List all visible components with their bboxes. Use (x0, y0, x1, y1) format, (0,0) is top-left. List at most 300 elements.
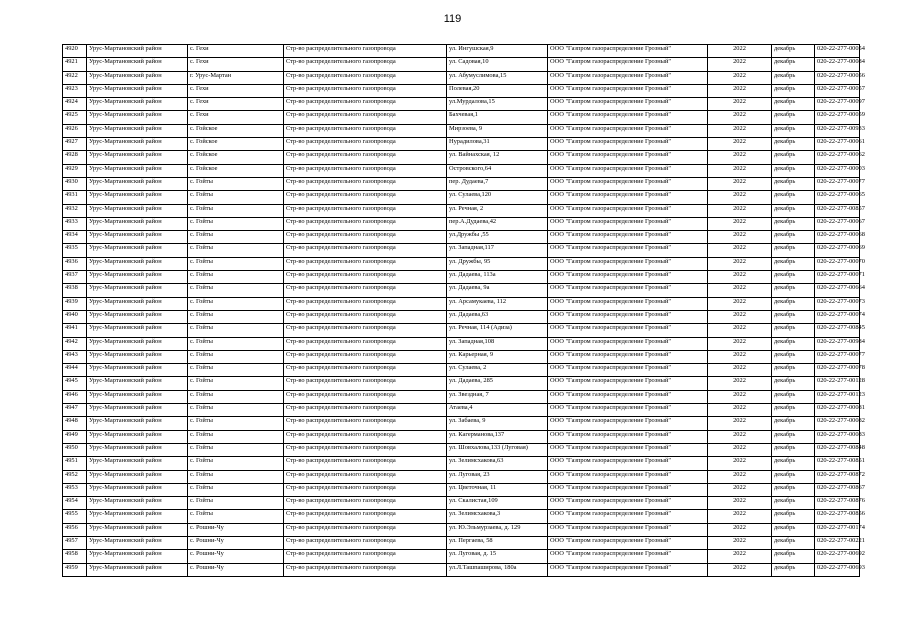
year-cell: 2022 (708, 337, 772, 350)
record-number-cell: 4950 (63, 443, 87, 456)
record-number-cell: 4928 (63, 151, 87, 164)
district-cell: Урус-Мартановский район (87, 284, 188, 297)
record-number-cell: 4937 (63, 271, 87, 284)
record-number-cell: 4956 (63, 523, 87, 536)
table-row (63, 58, 860, 71)
organization-cell: ООО "Газпром газораспределение Грозный" (548, 71, 708, 84)
year-cell: 2022 (708, 244, 772, 257)
work-description-cell: Стр-во распределительного газопровода (284, 390, 447, 403)
reference-code-cell: 020-22-277-00664 (815, 284, 860, 297)
locality-cell: с. Гойское (188, 151, 284, 164)
address-cell: ул. Луговая, д. 15 (447, 550, 548, 563)
year-cell: 2022 (708, 550, 772, 563)
organization-cell: ООО "Газпром газораспределение Грозный" (548, 457, 708, 470)
address-cell: пер. Дудаева,7 (447, 177, 548, 190)
record-number-cell: 4949 (63, 430, 87, 443)
address-cell: ул. Луговая, 23 (447, 470, 548, 483)
locality-cell: с. Рошни-Чу (188, 563, 284, 576)
district-cell: Урус-Мартановский район (87, 231, 188, 244)
reference-code-cell: 020-22-277-00876 (815, 497, 860, 510)
record-number-cell: 4957 (63, 536, 87, 549)
table-row (63, 84, 860, 97)
district-cell: Урус-Мартановский район (87, 297, 188, 310)
table-row (63, 364, 860, 377)
month-cell: декабрь (772, 138, 815, 151)
address-cell: ул. Вайнахская, 12 (447, 151, 548, 164)
locality-cell: с. Гойты (188, 510, 284, 523)
record-number-cell: 4939 (63, 297, 87, 310)
reference-code-cell: 020-22-277-00003 (815, 164, 860, 177)
year-cell: 2022 (708, 443, 772, 456)
record-number-cell: 4946 (63, 390, 87, 403)
district-cell: Урус-Мартановский район (87, 404, 188, 417)
year-cell: 2022 (708, 45, 772, 58)
address-cell: ул.Дружбы ,55 (447, 231, 548, 244)
district-cell: Урус-Мартановский район (87, 204, 188, 217)
table-row (63, 550, 860, 563)
locality-cell: с. Гехи (188, 111, 284, 124)
locality-cell: с. Гойты (188, 217, 284, 230)
district-cell: Урус-Мартановский район (87, 536, 188, 549)
month-cell: декабрь (772, 430, 815, 443)
table-row (63, 430, 860, 443)
organization-cell: ООО "Газпром газораспределение Грозный" (548, 536, 708, 549)
address-cell: ул. Звездная, 7 (447, 390, 548, 403)
reference-code-cell: 020-22-277-00084 (815, 58, 860, 71)
reference-code-cell: 020-22-277-00069 (815, 244, 860, 257)
district-cell: Урус-Мартановский район (87, 98, 188, 111)
record-number-cell: 4944 (63, 364, 87, 377)
reference-code-cell: 020-22-277-00071 (815, 271, 860, 284)
reference-code-cell: 020-22-277-00061 (815, 138, 860, 151)
address-cell: ул. Речная, 114 (Адиза) (447, 324, 548, 337)
record-number-cell: 4953 (63, 483, 87, 496)
month-cell: декабрь (772, 231, 815, 244)
district-cell: Урус-Мартановский район (87, 430, 188, 443)
year-cell: 2022 (708, 536, 772, 549)
organization-cell: ООО "Газпром газораспределение Грозный" (548, 470, 708, 483)
month-cell: декабрь (772, 191, 815, 204)
locality-cell: с. Гойты (188, 337, 284, 350)
work-description-cell: Стр-во распределительного газопровода (284, 191, 447, 204)
month-cell: декабрь (772, 364, 815, 377)
work-description-cell: Стр-во распределительного газопровода (284, 377, 447, 390)
district-cell: Урус-Мартановский район (87, 244, 188, 257)
table-row (63, 191, 860, 204)
work-description-cell: Стр-во распределительного газопровода (284, 151, 447, 164)
record-number-cell: 4951 (63, 457, 87, 470)
organization-cell: ООО "Газпром газораспределение Грозный" (548, 177, 708, 190)
record-number-cell: 4923 (63, 84, 87, 97)
month-cell: декабрь (772, 417, 815, 430)
year-cell: 2022 (708, 364, 772, 377)
table-row (63, 337, 860, 350)
district-cell: Урус-Мартановский район (87, 151, 188, 164)
month-cell: декабрь (772, 244, 815, 257)
table-row (63, 443, 860, 456)
month-cell: декабрь (772, 124, 815, 137)
year-cell: 2022 (708, 457, 772, 470)
district-cell: Урус-Мартановский район (87, 271, 188, 284)
reference-code-cell: 020-22-277-00078 (815, 364, 860, 377)
month-cell: декабрь (772, 563, 815, 576)
work-description-cell: Стр-во распределительного газопровода (284, 536, 447, 549)
district-cell: Урус-Мартановский район (87, 164, 188, 177)
reference-code-cell: 020-22-277-00872 (815, 470, 860, 483)
month-cell: декабрь (772, 45, 815, 58)
district-cell: Урус-Мартановский район (87, 337, 188, 350)
address-cell: ул. Ю.Эльмурзаева, д. 129 (447, 523, 548, 536)
address-cell: ул. Кагерманова,137 (447, 430, 548, 443)
reference-code-cell: 020-22-277-00057 (815, 84, 860, 97)
district-cell: Урус-Мартановский район (87, 523, 188, 536)
district-cell: Урус-Мартановский район (87, 45, 188, 58)
year-cell: 2022 (708, 271, 772, 284)
organization-cell: ООО "Газпром газораспределение Грозный" (548, 364, 708, 377)
year-cell: 2022 (708, 231, 772, 244)
district-cell: Урус-Мартановский район (87, 84, 188, 97)
address-cell: ул. Дружбы, 95 (447, 257, 548, 270)
year-cell: 2022 (708, 111, 772, 124)
table-row (63, 457, 860, 470)
work-description-cell: Стр-во распределительного газопровода (284, 324, 447, 337)
record-number-cell: 4954 (63, 497, 87, 510)
work-description-cell: Стр-во распределительного газопровода (284, 470, 447, 483)
locality-cell: с. Гойское (188, 124, 284, 137)
district-cell: Урус-Мартановский район (87, 257, 188, 270)
table-row (63, 470, 860, 483)
district-cell: Урус-Мартановский район (87, 497, 188, 510)
record-number-cell: 4930 (63, 177, 87, 190)
table-row (63, 257, 860, 270)
organization-cell: ООО "Газпром газораспределение Грозный" (548, 217, 708, 230)
table-row (63, 284, 860, 297)
table-row (63, 138, 860, 151)
organization-cell: ООО "Газпром газораспределение Грозный" (548, 390, 708, 403)
work-description-cell: Стр-во распределительного газопровода (284, 217, 447, 230)
district-cell: Урус-Мартановский район (87, 71, 188, 84)
organization-cell: ООО "Газпром газораспределение Грозный" (548, 550, 708, 563)
record-number-cell: 4931 (63, 191, 87, 204)
record-number-cell: 4924 (63, 98, 87, 111)
locality-cell: с. Гойты (188, 204, 284, 217)
month-cell: декабрь (772, 523, 815, 536)
record-number-cell: 4933 (63, 217, 87, 230)
address-cell: ул. Пергаева, 58 (447, 536, 548, 549)
district-cell: Урус-Мартановский район (87, 563, 188, 576)
district-cell: Урус-Мартановский район (87, 550, 188, 563)
month-cell: декабрь (772, 271, 815, 284)
district-cell: Урус-Мартановский район (87, 350, 188, 363)
month-cell: декабрь (772, 71, 815, 84)
organization-cell: ООО "Газпром газораспределение Грозный" (548, 563, 708, 576)
organization-cell: ООО "Газпром газораспределение Грозный" (548, 324, 708, 337)
record-number-cell: 4936 (63, 257, 87, 270)
locality-cell: с. Гойты (188, 231, 284, 244)
reference-code-cell: 020-22-277-00068 (815, 231, 860, 244)
work-description-cell: Стр-во распределительного газопровода (284, 124, 447, 137)
district-cell: Урус-Мартановский район (87, 377, 188, 390)
month-cell: декабрь (772, 310, 815, 323)
address-cell: ул. Абумуслимова,15 (447, 71, 548, 84)
record-number-cell: 4958 (63, 550, 87, 563)
organization-cell: ООО "Газпром газораспределение Грозный" (548, 497, 708, 510)
address-cell: ул. Шовхалова,133 (Луговая) (447, 443, 548, 456)
table-row (63, 45, 860, 58)
year-cell: 2022 (708, 124, 772, 137)
year-cell: 2022 (708, 191, 772, 204)
work-description-cell: Стр-во распределительного газопровода (284, 523, 447, 536)
work-description-cell: Стр-во распределительного газопровода (284, 310, 447, 323)
month-cell: декабрь (772, 111, 815, 124)
year-cell: 2022 (708, 390, 772, 403)
reference-code-cell: 020-22-277-00174 (815, 523, 860, 536)
page-number: 119 (443, 13, 462, 25)
address-cell: пер.А.Дудаева,42 (447, 217, 548, 230)
locality-cell: с. Рошни-Чу (188, 523, 284, 536)
month-cell: декабрь (772, 84, 815, 97)
work-description-cell: Стр-во распределительного газопровода (284, 244, 447, 257)
organization-cell: ООО "Газпром газораспределение Грозный" (548, 310, 708, 323)
organization-cell: ООО "Газпром газораспределение Грозный" (548, 138, 708, 151)
table-row (63, 111, 860, 124)
district-cell: Урус-Мартановский район (87, 470, 188, 483)
address-cell: ул. Зелимсхакова,3 (447, 510, 548, 523)
year-cell: 2022 (708, 58, 772, 71)
work-description-cell: Стр-во распределительного газопровода (284, 231, 447, 244)
organization-cell: ООО "Газпром газораспределение Грозный" (548, 284, 708, 297)
reference-code-cell: 020-22-277-00056 (815, 71, 860, 84)
work-description-cell: Стр-во распределительного газопровода (284, 71, 447, 84)
record-number-cell: 4920 (63, 45, 87, 58)
record-number-cell: 4929 (63, 164, 87, 177)
locality-cell: с. Гойты (188, 470, 284, 483)
address-cell: ул. Сулаева, 2 (447, 364, 548, 377)
table-row (63, 404, 860, 417)
locality-cell: с. Рошни-Чу (188, 550, 284, 563)
year-cell: 2022 (708, 257, 772, 270)
reference-code-cell: 020-22-277-00693 (815, 563, 860, 576)
record-number-cell: 4955 (63, 510, 87, 523)
year-cell: 2022 (708, 510, 772, 523)
locality-cell: с. Гойты (188, 271, 284, 284)
month-cell: декабрь (772, 164, 815, 177)
organization-cell: ООО "Газпром газораспределение Грозный" (548, 483, 708, 496)
month-cell: декабрь (772, 58, 815, 71)
work-description-cell: Стр-во распределительного газопровода (284, 364, 447, 377)
work-description-cell: Стр-во распределительного газопровода (284, 58, 447, 71)
district-cell: Урус-Мартановский район (87, 111, 188, 124)
reference-code-cell: 020-22-277-00857 (815, 204, 860, 217)
locality-cell: с. Гойты (188, 457, 284, 470)
record-number-cell: 4935 (63, 244, 87, 257)
record-number-cell: 4925 (63, 111, 87, 124)
reference-code-cell: 020-22-277-00062 (815, 151, 860, 164)
organization-cell: ООО "Газпром газораспределение Грозный" (548, 98, 708, 111)
table-body (63, 45, 865, 577)
district-cell: Урус-Мартановский район (87, 217, 188, 230)
work-description-cell: Стр-во распределительного газопровода (284, 297, 447, 310)
district-cell: Урус-Мартановский район (87, 124, 188, 137)
address-cell: ул.Л.Ташпаширова, 180а (447, 563, 548, 576)
table-row (63, 124, 860, 137)
record-number-cell: 4926 (63, 124, 87, 137)
work-description-cell: Стр-во распределительного газопровода (284, 164, 447, 177)
table-row (63, 71, 860, 84)
table-row (63, 151, 860, 164)
work-description-cell: Стр-во распределительного газопровода (284, 204, 447, 217)
month-cell: декабрь (772, 204, 815, 217)
month-cell: декабрь (772, 470, 815, 483)
district-cell: Урус-Мартановский район (87, 310, 188, 323)
address-cell: ул. Цветочная, 11 (447, 483, 548, 496)
organization-cell: ООО "Газпром газораспределение Грозный" (548, 204, 708, 217)
reference-code-cell: 020-22-277-00054 (815, 45, 860, 58)
district-cell: Урус-Мартановский район (87, 324, 188, 337)
year-cell: 2022 (708, 563, 772, 576)
table-row (63, 297, 860, 310)
locality-cell: с. Гойты (188, 191, 284, 204)
reference-code-cell: 020-22-277-00082 (815, 417, 860, 430)
address-cell: ул. Западная,117 (447, 244, 548, 257)
work-description-cell: Стр-во распределительного газопровода (284, 550, 447, 563)
address-cell: ул. Дадаева, 113а (447, 271, 548, 284)
address-cell: ул. Карьерная, 9 (447, 350, 548, 363)
year-cell: 2022 (708, 497, 772, 510)
organization-cell: ООО "Газпром газораспределение Грозный" (548, 45, 708, 58)
locality-cell: с. Гойты (188, 284, 284, 297)
table-row (63, 98, 860, 111)
table-row (63, 204, 860, 217)
reference-code-cell: 020-22-277-00933 (815, 124, 860, 137)
year-cell: 2022 (708, 164, 772, 177)
reference-code-cell: 020-22-277-00065 (815, 191, 860, 204)
reference-code-cell: 020-22-277-00077 (815, 177, 860, 190)
year-cell: 2022 (708, 204, 772, 217)
district-cell: Урус-Мартановский район (87, 138, 188, 151)
table-row (63, 390, 860, 403)
month-cell: декабрь (772, 510, 815, 523)
organization-cell: ООО "Газпром газораспределение Грозный" (548, 510, 708, 523)
address-cell: Полевая,20 (447, 84, 548, 97)
locality-cell: с. Гойты (188, 417, 284, 430)
locality-cell: с. Гойты (188, 324, 284, 337)
month-cell: декабрь (772, 350, 815, 363)
table-row (63, 483, 860, 496)
month-cell: декабрь (772, 284, 815, 297)
year-cell: 2022 (708, 177, 772, 190)
work-description-cell: Стр-во распределительного газопровода (284, 177, 447, 190)
reference-code-cell: 020-22-277-00077 (815, 350, 860, 363)
month-cell: декабрь (772, 457, 815, 470)
locality-cell: с. Гойты (188, 497, 284, 510)
district-cell: Урус-Мартановский район (87, 58, 188, 71)
month-cell: декабрь (772, 404, 815, 417)
district-cell: Урус-Мартановский район (87, 457, 188, 470)
organization-cell: ООО "Газпром газораспределение Грозный" (548, 337, 708, 350)
month-cell: декабрь (772, 177, 815, 190)
month-cell: декабрь (772, 483, 815, 496)
table-row (63, 310, 860, 323)
month-cell: декабрь (772, 151, 815, 164)
year-cell: 2022 (708, 297, 772, 310)
table-row (63, 350, 860, 363)
locality-cell: с. Гойты (188, 177, 284, 190)
organization-cell: ООО "Газпром газораспределение Грозный" (548, 271, 708, 284)
locality-cell: с. Гойты (188, 404, 284, 417)
locality-cell: с. Гойское (188, 164, 284, 177)
district-cell: Урус-Мартановский район (87, 510, 188, 523)
month-cell: декабрь (772, 324, 815, 337)
year-cell: 2022 (708, 430, 772, 443)
work-description-cell: Стр-во распределительного газопровода (284, 443, 447, 456)
table-row (63, 417, 860, 430)
organization-cell: ООО "Газпром газораспределение Грозный" (548, 111, 708, 124)
address-cell: ул. Ингушская,9 (447, 45, 548, 58)
gas-pipeline-table (62, 44, 865, 577)
locality-cell: с. Гехи (188, 45, 284, 58)
year-cell: 2022 (708, 151, 772, 164)
work-description-cell: Стр-во распределительного газопровода (284, 404, 447, 417)
table-row (63, 164, 860, 177)
month-cell: декабрь (772, 443, 815, 456)
table-row (63, 536, 860, 549)
work-description-cell: Стр-во распределительного газопровода (284, 284, 447, 297)
locality-cell: с. Гехи (188, 58, 284, 71)
organization-cell: ООО "Газпром газораспределение Грозный" (548, 164, 708, 177)
address-cell: ул. Дадаева,63 (447, 310, 548, 323)
locality-cell: с. Гойты (188, 377, 284, 390)
locality-cell: с. Гойты (188, 364, 284, 377)
record-number-cell: 4938 (63, 284, 87, 297)
month-cell: декабрь (772, 390, 815, 403)
locality-cell: с. Гойты (188, 390, 284, 403)
month-cell: декабрь (772, 536, 815, 549)
record-number-cell: 4927 (63, 138, 87, 151)
locality-cell: с. Гойты (188, 257, 284, 270)
district-cell: Урус-Мартановский район (87, 177, 188, 190)
district-cell: Урус-Мартановский район (87, 443, 188, 456)
month-cell: декабрь (772, 550, 815, 563)
address-cell: Бахчевая,1 (447, 111, 548, 124)
organization-cell: ООО "Газпром газораспределение Грозный" (548, 377, 708, 390)
record-number-cell: 4959 (63, 563, 87, 576)
locality-cell: г. Урус-Мартан (188, 71, 284, 84)
reference-code-cell: 020-22-277-00059 (815, 111, 860, 124)
organization-cell: ООО "Газпром газораспределение Грозный" (548, 350, 708, 363)
month-cell: декабрь (772, 337, 815, 350)
record-number-cell: 4921 (63, 58, 87, 71)
organization-cell: ООО "Газпром газораспределение Грозный" (548, 58, 708, 71)
reference-code-cell: 020-22-277-00083 (815, 430, 860, 443)
month-cell: декабрь (772, 217, 815, 230)
year-cell: 2022 (708, 324, 772, 337)
reference-code-cell: 020-22-277-00074 (815, 310, 860, 323)
record-number-cell: 4943 (63, 350, 87, 363)
address-cell: ул. Дадаева, 285 (447, 377, 548, 390)
reference-code-cell: 020-22-277-00123 (815, 390, 860, 403)
reference-code-cell: 020-22-277-00851 (815, 457, 860, 470)
district-cell: Урус-Мартановский район (87, 483, 188, 496)
reference-code-cell: 020-22-277-00848 (815, 443, 860, 456)
locality-cell: с. Гойты (188, 244, 284, 257)
year-cell: 2022 (708, 404, 772, 417)
address-cell: ул. Сулаева,120 (447, 191, 548, 204)
year-cell: 2022 (708, 483, 772, 496)
address-cell: ул. Забаева, 9 (447, 417, 548, 430)
table-row (63, 324, 860, 337)
table-row (63, 231, 860, 244)
